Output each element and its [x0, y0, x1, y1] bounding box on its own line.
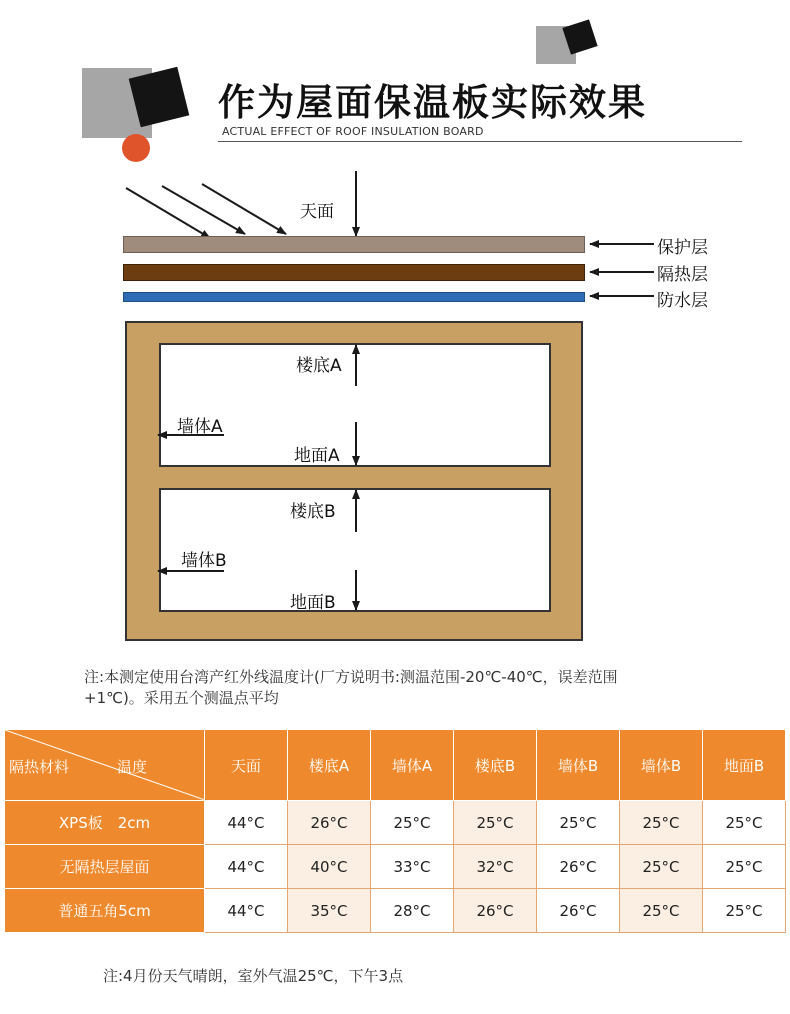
- insulation-layer-label: 隔热层: [657, 265, 708, 285]
- table-cell: 40°C: [288, 845, 371, 889]
- column-header: 楼底A: [288, 730, 371, 801]
- wall-a-label: 墙体A: [177, 417, 223, 437]
- row-header: 普通五角5cm: [5, 889, 205, 933]
- table-row: [5, 845, 786, 889]
- column-header: 墙体A: [371, 730, 454, 801]
- table-cell: 32°C: [454, 845, 537, 889]
- column-header: 地面B: [703, 730, 786, 801]
- table-cell: 25°C: [703, 889, 786, 933]
- table-cell: 25°C: [620, 801, 703, 845]
- table-cell: 33°C: [371, 845, 454, 889]
- table-cell: 44°C: [205, 889, 288, 933]
- table-cell: 25°C: [537, 801, 620, 845]
- table-cell: 25°C: [703, 845, 786, 889]
- table-cell: 28°C: [371, 889, 454, 933]
- table-cell: 26°C: [537, 845, 620, 889]
- column-header: 墙体B: [620, 730, 703, 801]
- table-header-row: [5, 730, 786, 801]
- measurement-note-line2: +1℃)。采用五个测温点平均: [84, 689, 279, 707]
- protective-layer-label: 保护层: [657, 238, 708, 258]
- table-cell: 25°C: [620, 889, 703, 933]
- floor-b-label: 地面B: [290, 593, 336, 613]
- ceiling-a-label: 楼底A: [296, 356, 342, 376]
- table-cell: 44°C: [205, 845, 288, 889]
- corner-label-temperature: 温度: [117, 758, 148, 776]
- floor-a-label: 地面A: [294, 446, 340, 466]
- table-row: [5, 889, 786, 933]
- column-header: 墙体B: [537, 730, 620, 801]
- results-table: [4, 729, 786, 933]
- waterproof-layer-label: 防水层: [657, 291, 708, 311]
- weather-note: 注:4月份天气晴朗，室外气温25℃，下午3点: [103, 967, 404, 985]
- measurement-note: [84, 667, 744, 709]
- ceiling-b-label: 楼底B: [290, 502, 336, 522]
- table-cell: 26°C: [454, 889, 537, 933]
- table-cell: 25°C: [371, 801, 454, 845]
- table-cell: 25°C: [703, 801, 786, 845]
- table-corner-cell: [5, 730, 205, 801]
- table-cell: 44°C: [205, 801, 288, 845]
- table-cell: 25°C: [454, 801, 537, 845]
- table-row: [5, 801, 786, 845]
- column-header: 天面: [205, 730, 288, 801]
- corner-label-material: 隔热材料: [9, 758, 70, 776]
- table-cell: 25°C: [620, 845, 703, 889]
- table-cell: 26°C: [537, 889, 620, 933]
- table-cell: 26°C: [288, 801, 371, 845]
- table-cell: 35°C: [288, 889, 371, 933]
- sky-label: 天面: [300, 202, 334, 222]
- row-header: 无隔热层屋面: [5, 845, 205, 889]
- measurement-note-line1: 注:本测定使用台湾产红外线温度计(厂方说明书:测温范围-20℃-40℃，误差范围: [84, 668, 618, 686]
- wall-b-label: 墙体B: [181, 551, 227, 571]
- page-subtitle: ACTUAL EFFECT OF ROOF INSULATION BOARD: [222, 125, 484, 138]
- row-header: XPS板 2cm: [5, 801, 205, 845]
- column-header: 楼底B: [454, 730, 537, 801]
- page-title: 作为屋面保温板实际效果: [218, 81, 647, 124]
